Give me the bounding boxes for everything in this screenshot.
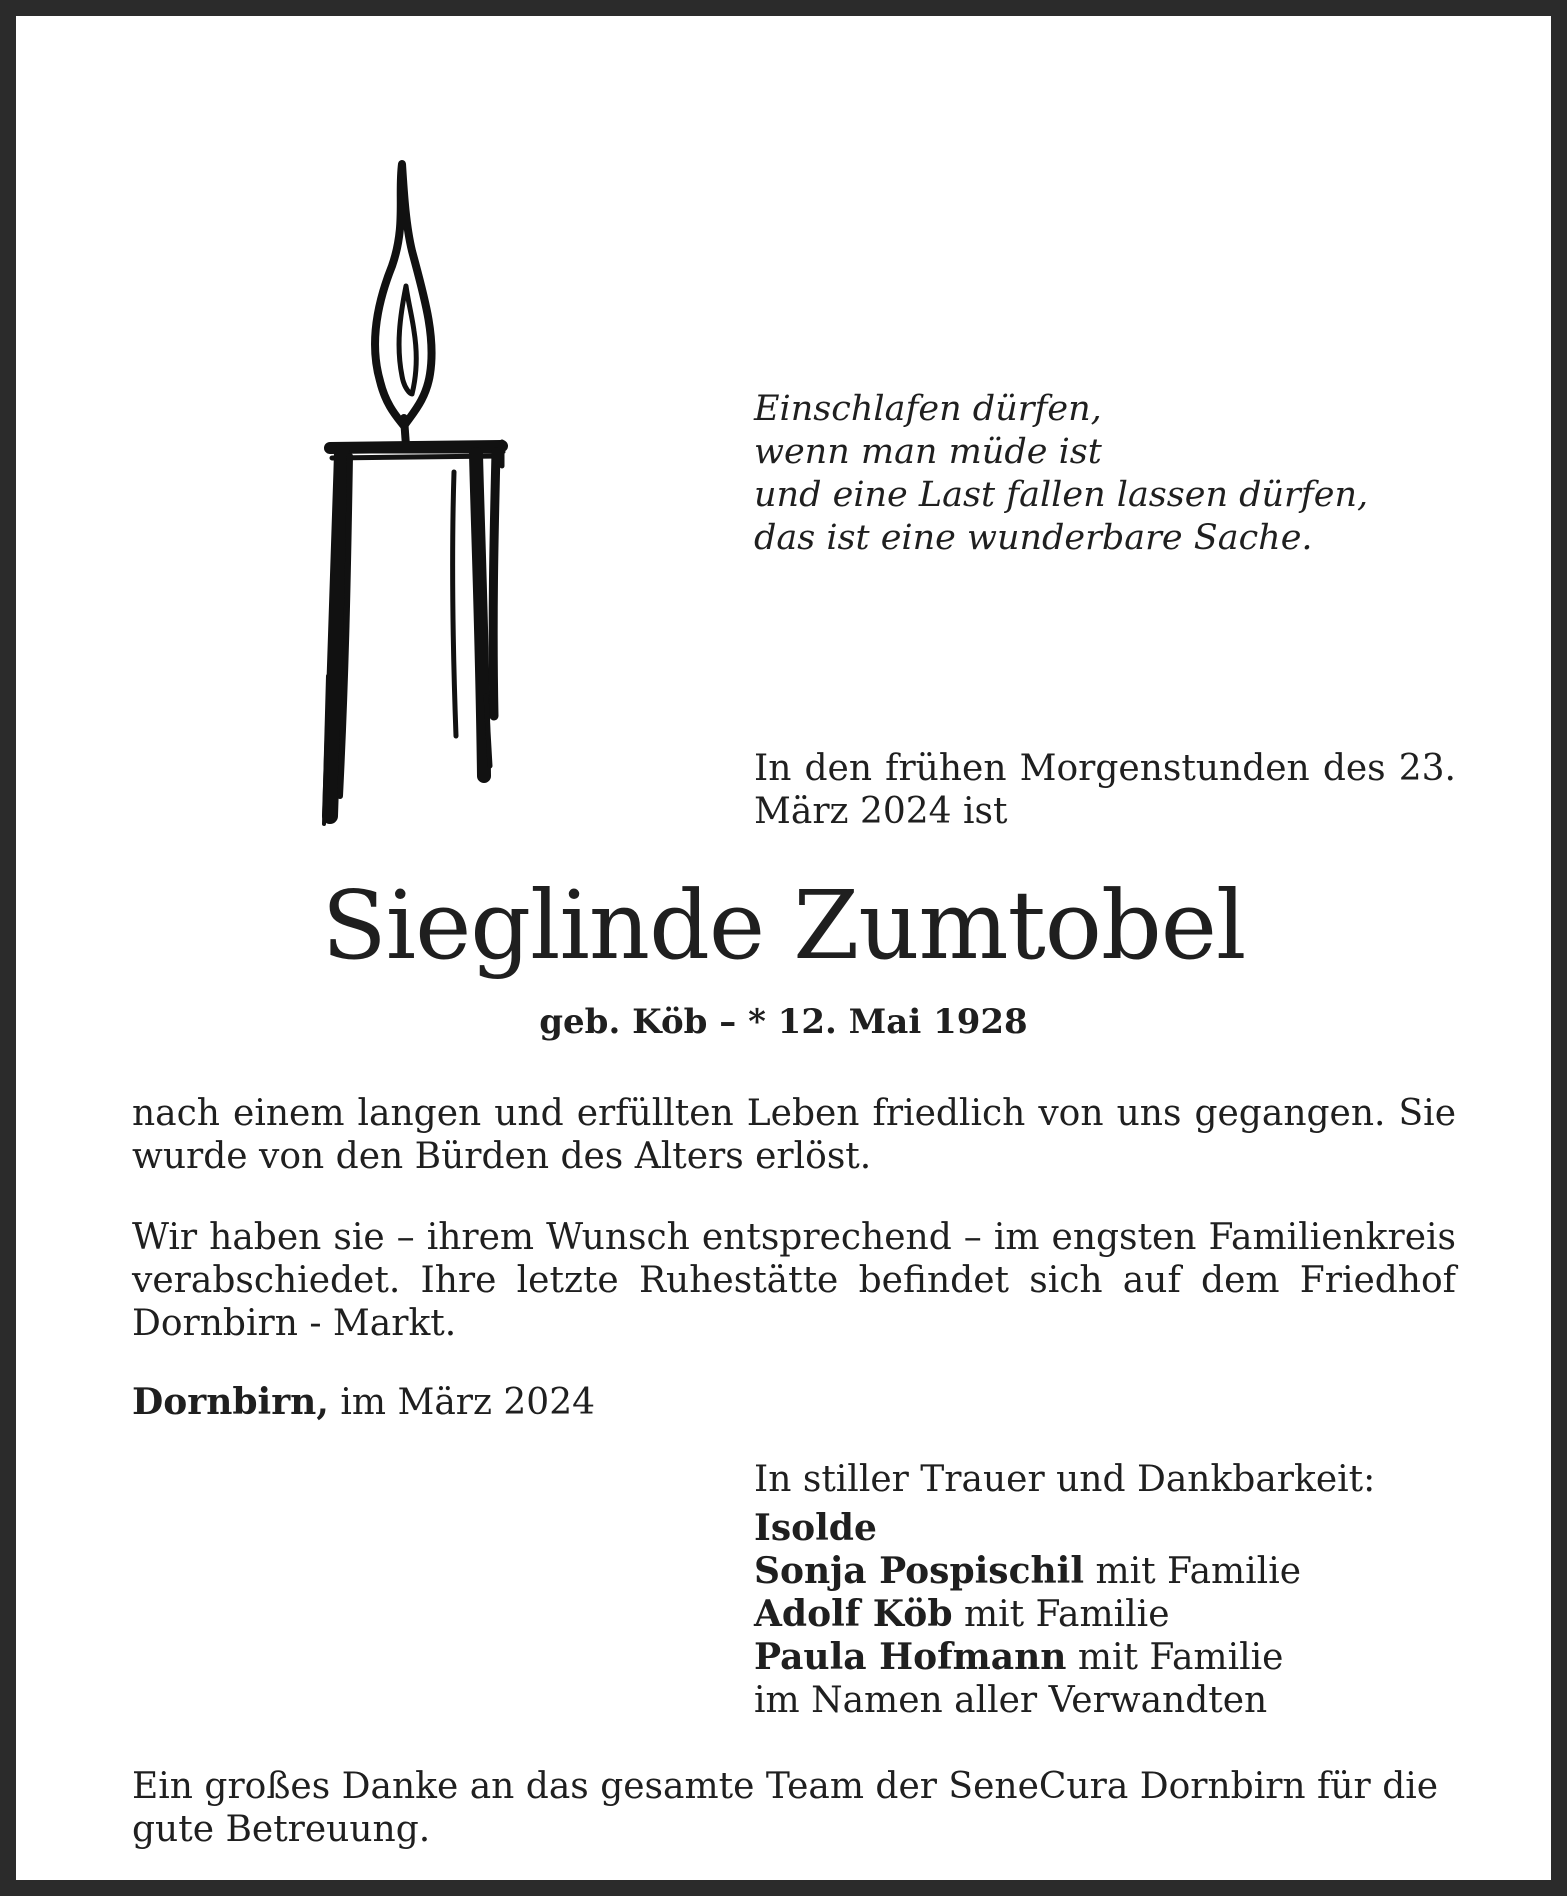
poem-line: das ist eine wunderbare Sache. bbox=[754, 518, 1313, 558]
candle-icon bbox=[306, 156, 526, 836]
mourners-heading: In stiller Trauer und Dankbarkeit: bbox=[754, 1459, 1376, 1500]
poem bbox=[754, 388, 1514, 560]
mourner-entry bbox=[754, 1593, 1514, 1636]
date: im März 2024 bbox=[340, 1382, 596, 1423]
place: Dornbirn, bbox=[132, 1381, 329, 1423]
intro-text: In den frühen Morgenstunden des 23. März 2024 ist bbox=[754, 748, 1456, 832]
poem-line: Einschlafen dürfen, bbox=[754, 389, 1102, 429]
poem-line: wenn man müde ist bbox=[754, 432, 1102, 472]
mourner-name: Sonja Pospischil bbox=[754, 1550, 1085, 1592]
mourners-block bbox=[754, 1458, 1514, 1722]
poem-line: und eine Last fallen lassen dürfen, bbox=[754, 475, 1369, 515]
deceased-subtitle: geb. Köb – * 12. Mai 1928 bbox=[539, 1002, 1028, 1042]
mourner-entry bbox=[754, 1550, 1514, 1593]
place-date bbox=[132, 1381, 1456, 1424]
mourner-name: Paula Hofmann bbox=[754, 1636, 1067, 1678]
mourner-suffix: mit Familie bbox=[1095, 1551, 1302, 1592]
thanks-text: Ein großes Danke an das gesamte Team der SeneCura Dornbirn für die gute Betreuung. bbox=[132, 1766, 1439, 1850]
mourner-suffix: mit Familie bbox=[963, 1594, 1170, 1635]
mourner-name: Isolde bbox=[754, 1507, 877, 1549]
passing-paragraph: nach einem langen und erfüllten Leben friedlich von uns gegangen. Sie wurde von den Bürden des Alters erlöst. bbox=[132, 1093, 1456, 1177]
obituary-page bbox=[16, 16, 1551, 1880]
mourners-closing: im Namen aller Verwandten bbox=[754, 1680, 1268, 1721]
mourner-entry bbox=[754, 1507, 1514, 1550]
deceased-name: Sieglinde Zumtobel bbox=[321, 871, 1246, 981]
mourner-entry bbox=[754, 1636, 1514, 1679]
mourner-suffix: mit Familie bbox=[1077, 1637, 1284, 1678]
farewell-paragraph: Wir haben sie – ihrem Wunsch entsprechend – im engsten Familienkreis verabschiedet. Ihre letzte Ruhestätte befindet sich auf dem Friedhof Dornbirn - Markt. bbox=[132, 1217, 1456, 1344]
mourner-name: Adolf Köb bbox=[754, 1593, 953, 1635]
